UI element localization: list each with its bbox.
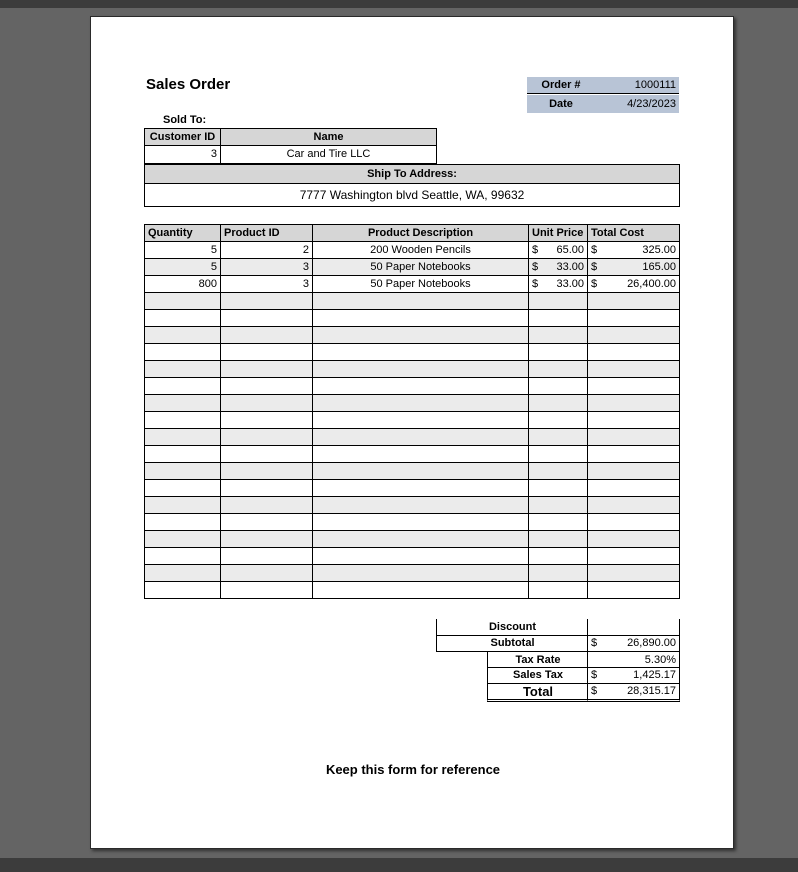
sales-tax-cell	[587, 667, 680, 683]
description-cell: 50 Paper Notebooks	[313, 276, 529, 293]
empty-cell	[313, 497, 529, 514]
empty-cell	[588, 327, 680, 344]
table-row	[145, 310, 680, 327]
empty-cell	[221, 327, 313, 344]
ship-to-address: 7777 Washington blvd Seattle, WA, 99632	[144, 183, 680, 207]
empty-cell	[221, 395, 313, 412]
empty-cell	[588, 293, 680, 310]
table-row	[145, 412, 680, 429]
empty-cell	[221, 310, 313, 327]
total-cost-cell	[588, 276, 680, 293]
empty-cell	[145, 344, 221, 361]
subtotal-value: 26,890.00	[627, 637, 676, 649]
empty-cell	[145, 327, 221, 344]
empty-cell	[529, 565, 588, 582]
customer-name-value: Car and Tire LLC	[220, 145, 437, 164]
empty-cell	[145, 446, 221, 463]
table-row	[145, 242, 680, 259]
empty-cell	[145, 480, 221, 497]
empty-cell	[145, 497, 221, 514]
empty-cell	[588, 378, 680, 395]
table-row	[145, 344, 680, 361]
sales-order-page	[90, 16, 734, 849]
sales-tax-label: Sales Tax	[487, 667, 588, 683]
empty-cell	[529, 412, 588, 429]
total-cost-cell	[588, 259, 680, 276]
ship-to-header: Ship To Address:	[144, 164, 680, 184]
empty-cell	[529, 497, 588, 514]
empty-cell	[145, 514, 221, 531]
discount-value	[587, 619, 680, 636]
empty-cell	[313, 446, 529, 463]
empty-cell	[529, 378, 588, 395]
empty-cell	[145, 310, 221, 327]
column-header: Total Cost	[588, 225, 680, 242]
table-row	[145, 582, 680, 599]
table-row	[145, 327, 680, 344]
footer-note: Keep this form for reference	[325, 762, 501, 777]
unit-price-cell	[529, 259, 588, 276]
empty-cell	[221, 412, 313, 429]
empty-cell	[313, 378, 529, 395]
column-header: Unit Price	[529, 225, 588, 242]
empty-cell	[529, 531, 588, 548]
tax-rate-value: 5.30%	[587, 652, 680, 668]
table-row	[145, 531, 680, 548]
empty-cell	[313, 429, 529, 446]
sales-tax-value: 1,425.17	[633, 669, 676, 681]
empty-cell	[588, 514, 680, 531]
empty-cell	[529, 548, 588, 565]
empty-cell	[145, 412, 221, 429]
order-number-label: Order #	[527, 77, 595, 94]
column-header: Product Description	[313, 225, 529, 242]
unit-price-cell	[529, 276, 588, 293]
empty-cell	[588, 480, 680, 497]
empty-cell	[313, 582, 529, 599]
empty-cell	[313, 463, 529, 480]
window-bottom-bar	[0, 858, 798, 872]
unit-price-value: 33.00	[556, 261, 584, 273]
description-cell: 50 Paper Notebooks	[313, 259, 529, 276]
quantity-cell: 800	[145, 276, 221, 293]
name-header: Name	[220, 128, 437, 146]
empty-cell	[588, 497, 680, 514]
customer-id-value: 3	[144, 145, 221, 164]
empty-cell	[313, 565, 529, 582]
empty-cell	[313, 293, 529, 310]
empty-cell	[221, 429, 313, 446]
currency-symbol: $	[532, 278, 539, 290]
empty-cell	[313, 514, 529, 531]
empty-cell	[221, 344, 313, 361]
empty-cell	[145, 565, 221, 582]
empty-cell	[221, 463, 313, 480]
total-cell	[587, 683, 680, 702]
column-header: Quantity	[145, 225, 221, 242]
table-row	[145, 293, 680, 310]
empty-cell	[145, 548, 221, 565]
empty-cell	[313, 548, 529, 565]
empty-cell	[221, 361, 313, 378]
total-label: Total	[487, 683, 588, 702]
table-row	[145, 259, 680, 276]
empty-cell	[588, 582, 680, 599]
total-cost-value: 325.00	[642, 244, 676, 256]
unit-price-cell	[529, 242, 588, 259]
unit-price-value: 65.00	[556, 244, 584, 256]
empty-cell	[588, 395, 680, 412]
empty-cell	[313, 412, 529, 429]
total-cost-value: 165.00	[642, 261, 676, 273]
unit-price-value: 33.00	[556, 278, 584, 290]
empty-cell	[529, 361, 588, 378]
empty-cell	[313, 310, 529, 327]
empty-cell	[221, 293, 313, 310]
table-row	[145, 395, 680, 412]
empty-cell	[145, 429, 221, 446]
tax-rate-label: Tax Rate	[487, 652, 588, 668]
quantity-cell: 5	[145, 242, 221, 259]
empty-cell	[529, 429, 588, 446]
empty-cell	[221, 548, 313, 565]
empty-cell	[588, 361, 680, 378]
table-row	[145, 446, 680, 463]
empty-cell	[221, 446, 313, 463]
empty-cell	[145, 361, 221, 378]
empty-cell	[313, 480, 529, 497]
window-top-bar	[0, 0, 798, 8]
line-items-table	[144, 224, 680, 599]
table-row	[145, 480, 680, 497]
empty-cell	[221, 582, 313, 599]
table-row	[145, 276, 680, 293]
empty-cell	[221, 497, 313, 514]
column-header: Product ID	[221, 225, 313, 242]
empty-cell	[588, 565, 680, 582]
empty-cell	[529, 514, 588, 531]
empty-cell	[588, 429, 680, 446]
product-id-cell: 3	[221, 259, 313, 276]
table-row	[145, 463, 680, 480]
page-title: Sales Order	[146, 76, 231, 93]
empty-cell	[529, 344, 588, 361]
empty-cell	[588, 310, 680, 327]
empty-cell	[529, 327, 588, 344]
empty-cell	[313, 531, 529, 548]
empty-cell	[588, 548, 680, 565]
empty-cell	[145, 463, 221, 480]
empty-cell	[313, 327, 529, 344]
empty-cell	[313, 361, 529, 378]
table-row	[145, 378, 680, 395]
subtotal-label: Subtotal	[436, 635, 588, 652]
sold-to-label: Sold To:	[163, 114, 207, 126]
empty-cell	[588, 412, 680, 429]
currency-symbol: $	[532, 261, 539, 273]
empty-cell	[221, 565, 313, 582]
empty-cell	[145, 582, 221, 599]
empty-cell	[588, 344, 680, 361]
empty-cell	[313, 344, 529, 361]
customer-id-header: Customer ID	[144, 128, 221, 146]
empty-cell	[529, 395, 588, 412]
empty-cell	[529, 463, 588, 480]
table-row	[145, 514, 680, 531]
total-value: 28,315.17	[627, 685, 676, 697]
empty-cell	[529, 480, 588, 497]
empty-cell	[529, 310, 588, 327]
empty-cell	[145, 395, 221, 412]
product-id-cell: 3	[221, 276, 313, 293]
empty-cell	[588, 463, 680, 480]
description-cell: 200 Wooden Pencils	[313, 242, 529, 259]
discount-label: Discount	[436, 619, 588, 636]
table-row	[145, 361, 680, 378]
currency-symbol: $	[591, 244, 598, 256]
date-value: 4/23/2023	[595, 95, 679, 113]
empty-cell	[529, 446, 588, 463]
empty-cell	[145, 293, 221, 310]
total-cost-cell	[588, 242, 680, 259]
subtotal-currency: $	[591, 637, 598, 649]
order-number-value: 1000111	[595, 77, 679, 94]
table-row	[145, 429, 680, 446]
currency-symbol: $	[591, 278, 598, 290]
total-cost-value: 26,400.00	[627, 278, 676, 290]
empty-cell	[221, 531, 313, 548]
empty-cell	[221, 378, 313, 395]
empty-cell	[588, 531, 680, 548]
empty-cell	[529, 582, 588, 599]
empty-cell	[221, 514, 313, 531]
empty-cell	[145, 378, 221, 395]
empty-cell	[145, 531, 221, 548]
empty-cell	[588, 446, 680, 463]
sales-tax-currency: $	[591, 669, 598, 681]
empty-cell	[221, 480, 313, 497]
table-row	[145, 497, 680, 514]
empty-cell	[313, 395, 529, 412]
table-row	[145, 548, 680, 565]
product-id-cell: 2	[221, 242, 313, 259]
quantity-cell: 5	[145, 259, 221, 276]
table-row	[145, 565, 680, 582]
table-header-row	[145, 225, 680, 242]
empty-cell	[529, 293, 588, 310]
subtotal-cell	[587, 635, 680, 652]
date-label: Date	[527, 95, 595, 113]
total-currency: $	[591, 685, 598, 697]
currency-symbol: $	[532, 244, 539, 256]
currency-symbol: $	[591, 261, 598, 273]
